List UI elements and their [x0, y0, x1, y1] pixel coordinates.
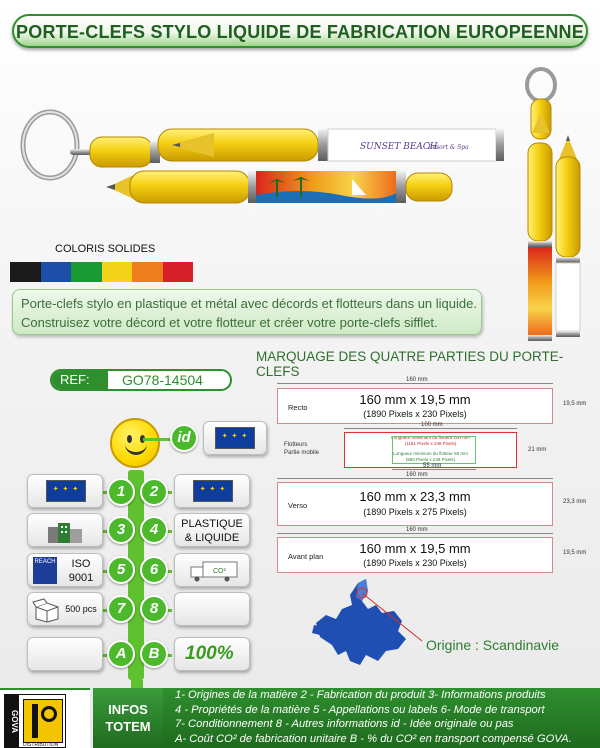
- pen-brand-text: SUNSET BEACH: [360, 142, 438, 152]
- card-7: [27, 592, 103, 626]
- totem-arm: [143, 438, 173, 441]
- ref-label: REF:: [52, 371, 108, 389]
- legend-line-2: 4 - Propriétés de la matière 5 - Appellations ou labels 6- Mode de transport: [175, 703, 545, 716]
- page-title: PORTE-CLEFS STYLO LIQUIDE DE FABRICATION EUROPEENNE: [16, 22, 584, 42]
- description-line-2: Construisez votre décord et votre flotteur et créer votre porte-clefs sifflet.: [21, 315, 438, 330]
- eu-flag-icon: [215, 427, 255, 449]
- recto-dim: 160 mm x 19,5 mm: [359, 392, 471, 407]
- color-swatch-2: [71, 262, 102, 282]
- description-line-1: Porte-clefs stylo en plastique et métal avec décords et flotteurs dans un liquide.: [21, 296, 477, 311]
- marquage-avant-plan: [277, 537, 553, 573]
- gova-logo: [4, 694, 66, 748]
- truck-icon: [185, 560, 241, 582]
- iso-line-2: 9001: [68, 572, 94, 584]
- factory-icon: [46, 519, 84, 543]
- color-swatch-1: [41, 262, 72, 282]
- description-box: [12, 289, 482, 335]
- co2-text: CO²: [213, 568, 226, 575]
- totem-circle-b: B: [140, 640, 168, 668]
- dimension-line: [277, 478, 553, 479]
- card-b: [174, 637, 250, 671]
- card-4-line-2: & LIQUIDE: [184, 532, 240, 544]
- card-2: [174, 474, 250, 508]
- verso-name: Verso: [288, 501, 308, 510]
- verso-pixels: (1890 Pixels x 275 Pixels): [363, 507, 467, 517]
- pen-vertical-right: [556, 135, 580, 337]
- flotteur-note-2b: (650 Pixels x 248 Pixels): [405, 457, 456, 462]
- europe-map-icon: [302, 575, 432, 675]
- card-id: [203, 421, 267, 455]
- marquage-recto: [277, 388, 553, 424]
- card-4: [174, 513, 250, 547]
- totem-circle-3: 3: [107, 516, 135, 544]
- card-7-qty: 500 pcs: [65, 604, 97, 614]
- card-5: [27, 553, 103, 587]
- percent-value: 100%: [185, 643, 234, 664]
- infos-totem-label: [93, 688, 163, 748]
- card-8: [174, 592, 250, 626]
- totem-circle-6: 6: [140, 556, 168, 584]
- dimension-line: [277, 383, 553, 384]
- legend-line-4: A- Coût CO² de fabrication unitaire B - % du CO² en transport compensé GOVA.: [175, 732, 572, 745]
- dimension-line: [277, 533, 553, 534]
- dimension-line: [344, 428, 517, 429]
- verso-width-label: 160 mm: [406, 472, 428, 478]
- pen-tagline-text: Resort & Spa: [428, 144, 469, 151]
- card-4-line-1: PLASTIQUE: [181, 518, 243, 530]
- color-swatch-3: [102, 262, 133, 282]
- pen-vertical-left: [527, 69, 555, 341]
- marquage-title: MARQUAGE DES QUATRE PARTIES DU PORTE-CLEFS: [256, 349, 564, 379]
- totem-circle-5: 5: [107, 556, 135, 584]
- flotteur-width-label: 100 mm: [421, 422, 443, 428]
- flotteur-note-1b: (1181 Pixels x 248 Pixels): [404, 441, 457, 446]
- totem-circle-4: 4: [140, 516, 168, 544]
- avant-dim: 160 mm x 19,5 mm: [359, 541, 471, 556]
- avant-width-label: 160 mm: [406, 527, 428, 533]
- legend-line-1: 1- Origines de la matière 2 - Fabrication du produit 3- Informations produits: [175, 689, 546, 701]
- color-swatch-0: [10, 262, 41, 282]
- box-icon: [32, 597, 62, 623]
- card-1: [27, 474, 103, 508]
- avant-name: Avant plan: [288, 552, 324, 561]
- verso-height-label: 23,3 mm: [563, 499, 587, 505]
- recto-pixels: (1890 Pixels x 230 Pixels): [363, 409, 467, 419]
- totem-circle-a: A: [107, 640, 135, 668]
- flotteur-inner-width-label: 55 mm: [423, 463, 442, 469]
- smiley-icon: [110, 418, 160, 468]
- legend: [163, 688, 600, 748]
- ref-value: GO78-14504: [122, 372, 203, 388]
- iso-line-1: ISO: [71, 558, 91, 570]
- reach-label: REACH: [34, 559, 56, 565]
- recto-width-label: 160 mm: [406, 377, 428, 383]
- coloris-label: COLORIS SOLIDES: [55, 243, 156, 255]
- flotteur-min-box: [392, 436, 476, 464]
- totem-circle-8: 8: [140, 595, 168, 623]
- flotteur-name: Flotteurs Partie mobile: [284, 442, 320, 456]
- ref-pill: [50, 369, 232, 391]
- gova-logo-area: [0, 688, 90, 748]
- flotteur-height-label: 21 mm: [528, 447, 547, 453]
- gova-text: GOVA: [5, 695, 19, 747]
- recto-height-label: 19,5 mm: [563, 401, 587, 407]
- title-banner: [12, 14, 588, 48]
- marquage-verso: [277, 482, 553, 526]
- infos-line-2: TOTEM: [105, 719, 151, 734]
- card-3: [27, 513, 103, 547]
- totem-circle-2: 2: [140, 478, 168, 506]
- totem-circle-7: 7: [107, 595, 135, 623]
- totem-circle-1: 1: [107, 478, 135, 506]
- recto-name: Recto: [288, 403, 308, 412]
- color-swatch-4: [132, 262, 163, 282]
- card-a: [27, 637, 103, 671]
- infos-line-1: INFOS: [108, 702, 148, 717]
- gova-subtitle: DISTRIBUTION: [23, 742, 59, 748]
- origin-text: Origine : Scandinavie: [426, 637, 560, 653]
- dimension-line: [392, 469, 476, 470]
- avant-height-label: 19,5 mm: [563, 550, 587, 556]
- key-ring-icon: [23, 112, 92, 178]
- legend-line-3: 7- Conditionnement 8 - Autres informations id - Idée originale ou pas: [175, 718, 514, 730]
- eu-flag-icon: [46, 480, 86, 502]
- color-swatches: [10, 262, 193, 282]
- avant-pixels: (1890 Pixels x 230 Pixels): [363, 558, 467, 568]
- verso-dim: 160 mm x 23,3 mm: [359, 489, 471, 504]
- flotteur-note-2: Longueur minimum du flotteur 55 mm: [393, 451, 468, 456]
- reach-badge: [33, 557, 57, 584]
- totem-id-circle: id: [170, 424, 198, 452]
- flotteur-note-1: Longueur maximum du flotteur 100 mm: [391, 435, 470, 440]
- pen-verso: [106, 171, 452, 203]
- color-swatch-5: [163, 262, 194, 282]
- card-6: [174, 553, 250, 587]
- gova-emblem: [23, 699, 63, 743]
- eu-flag-icon: [193, 480, 233, 502]
- pen-recto: [90, 129, 504, 167]
